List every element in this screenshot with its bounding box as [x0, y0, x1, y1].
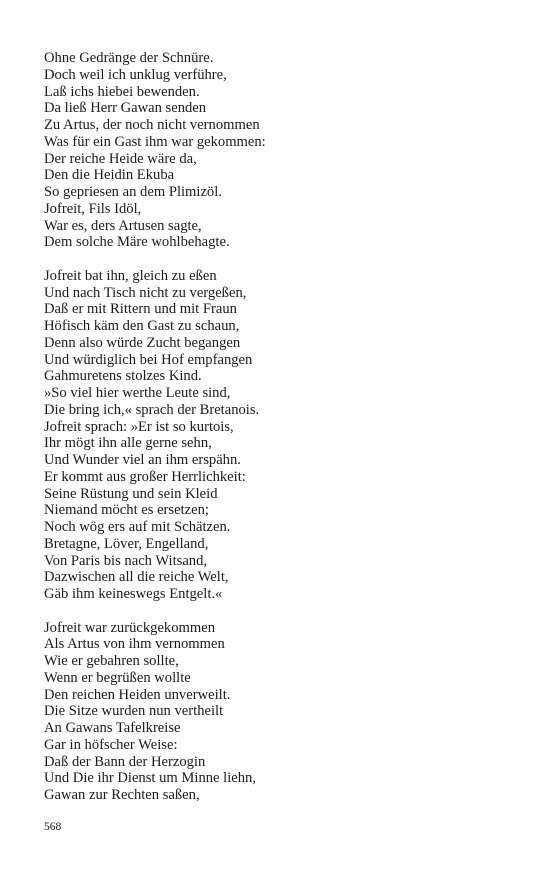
- verse-line: Zu Artus, der noch nicht vernommen: [44, 117, 260, 133]
- verse-line: Jofreit sprach: »Er ist so kurtois,: [44, 418, 234, 435]
- verse-line: Gar in höfscher Weise:: [44, 736, 178, 753]
- verse-line: Und würdiglich bei Hof empfangen: [44, 351, 253, 368]
- verse-line: Er kommt aus großer Herrlichkeit:: [44, 468, 246, 485]
- verse-line: Gawan zur Rechten saßen,: [44, 787, 200, 803]
- verse-line: Ohne Gedränge der Schnüre.: [44, 50, 214, 66]
- verse-line: Was für ein Gast ihm war gekommen:: [44, 133, 266, 150]
- verse-line: Gäb ihm keineswegs Entgelt.«: [44, 586, 223, 602]
- verse-line: Jofreit bat ihn, gleich zu eßen: [44, 267, 217, 284]
- verse-line: Die Sitze wurden nun vertheilt: [44, 703, 224, 720]
- verse-line: Der reiche Heide wäre da,: [44, 150, 197, 167]
- page-number: 568: [44, 821, 62, 833]
- verse-line: Den reichen Heiden unverweilt.: [44, 686, 231, 703]
- verse-line: Laß ichs hiebei bewenden.: [44, 83, 200, 100]
- verse-line: Und Die ihr Dienst um Minne liehn,: [44, 770, 256, 787]
- verse-line: Da ließ Herr Gawan senden: [44, 100, 207, 117]
- poem-text: [44, 50, 514, 804]
- verse-line: Wenn er begrüßen wollte: [44, 669, 191, 686]
- verse-line: So gepriesen an dem Plimizöl.: [44, 184, 222, 200]
- verse-line: Höfisch käm den Gast zu schaun,: [44, 318, 240, 334]
- verse-line: Denn also würde Zucht begangen: [44, 334, 241, 351]
- verse-line: Noch wög ers auf mit Schätzen.: [44, 519, 231, 535]
- stanza-3: [44, 620, 514, 804]
- verse-line: »So viel hier werthe Leute sind,: [44, 385, 231, 401]
- verse-line: Und nach Tisch nicht zu vergeßen,: [44, 284, 247, 301]
- verse-line: Wie er gebahren sollte,: [44, 653, 179, 669]
- verse-line: Daß er mit Rittern und mit Fraun: [44, 301, 237, 318]
- verse-line: Als Artus von ihm vernommen: [44, 636, 225, 653]
- verse-line: Gahmuretens stolzes Kind.: [44, 368, 202, 385]
- verse-line: Die bring ich,« sprach der Bretanois.: [44, 401, 260, 418]
- verse-line: Seine Rüstung und sein Kleid: [44, 485, 218, 502]
- verse-line: Jofreit, Fils Idöl,: [44, 200, 142, 217]
- verse-line: Von Paris bis nach Witsand,: [44, 552, 208, 569]
- stanza-2: [44, 268, 514, 603]
- verse-line: Daß der Bann der Herzogin: [44, 753, 206, 770]
- verse-line: Den die Heidin Ekuba: [44, 167, 175, 184]
- verse-line: Ihr mögt ihn alle gerne sehn,: [44, 435, 212, 452]
- stanza-1: [44, 50, 514, 251]
- verse-line: An Gawans Tafelkreise: [44, 720, 181, 736]
- verse-line: Bretagne, Löver, Engelland,: [44, 535, 209, 552]
- verse-line: Dem solche Märe wohlbehagte.: [44, 234, 230, 251]
- verse-line: War es, ders Artusen sagte,: [44, 217, 202, 234]
- verse-line: Jofreit war zurückgekommen: [44, 619, 216, 636]
- verse-line: Doch weil ich unklug verführe,: [44, 66, 227, 83]
- verse-line: Dazwischen all die reiche Welt,: [44, 569, 229, 586]
- verse-line: Und Wunder viel an ihm erspähn.: [44, 452, 241, 468]
- verse-line: Niemand möcht es ersetzen;: [44, 502, 209, 519]
